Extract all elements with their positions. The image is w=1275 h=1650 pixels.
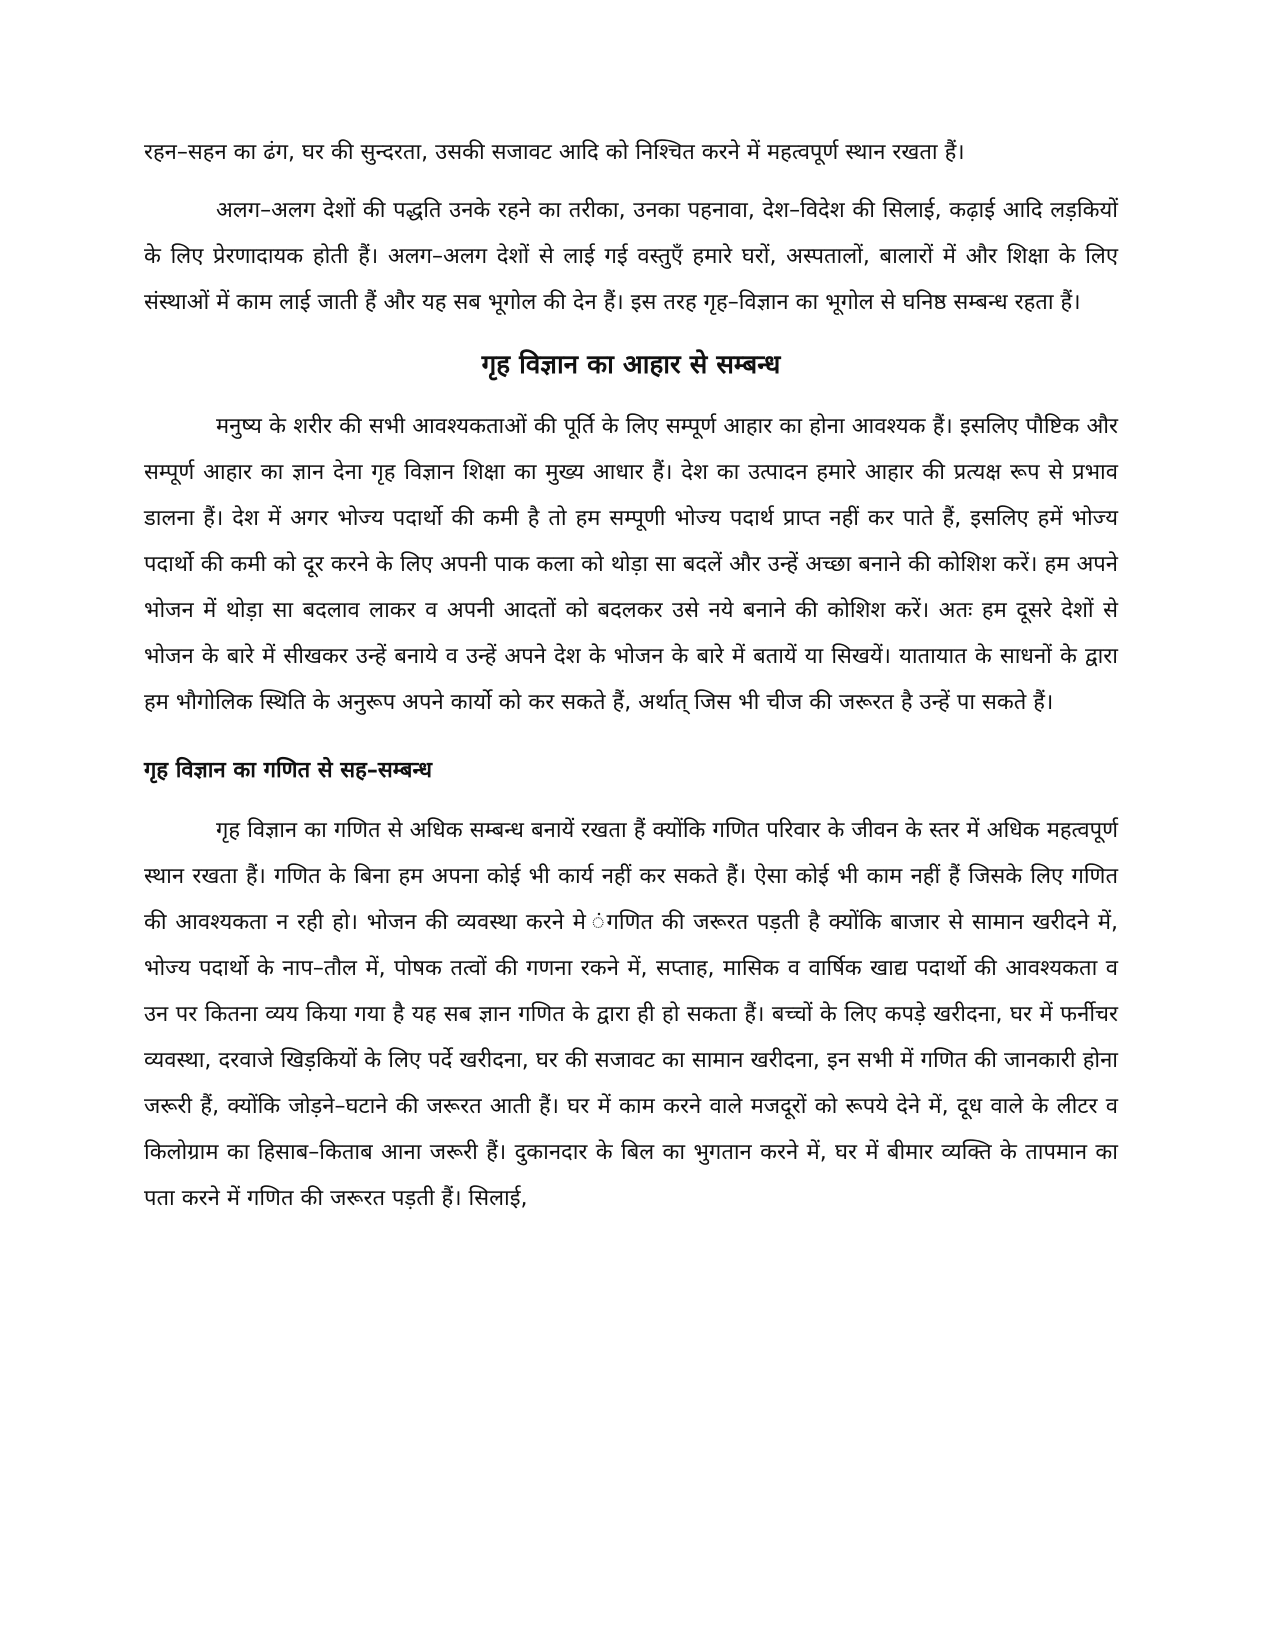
paragraph-diet: मनुष्य के शरीर की सभी आवश्यकताओं की पूर्ति के लिए सम्पूर्ण आहार का होना आवश्यक हैं। इसलिए पौष्टिक और सम्पूर्ण आहार का ज्ञान देना गृह विज्ञान शिक्षा का मुख्य आधार हैं। देश का उत्पादन हमारे आहार की प्रत्यक्ष रूप से प्रभाव डालना हैं। देश में अगर भोज्य पदार्थो की कमी है तो हम सम्पूणी भोज्य पदार्थ प्राप्त नहीं कर पाते हैं, इसलिए हमें भोज्य पदार्थो की कमी को दूर करने के लिए अपनी पाक कला को थोड़ा सा बदलें और उन्हें अच्छा बनाने की कोशिश करें। हम अपने भोजन में थोड़ा सा बदलाव लाकर व अपनी आदतों को बदलकर उसे नये बनाने की कोशिश करें। अतः हम दूसरे देशों से भोजन के बारे में सीखकर उन्हें बनाये व उन्हें अपने देश के भोजन के बारे में बतायें या सिखयें। यातायात के साधनों के द्वारा हम भौगोलिक स्थिति के अनुरूप अपने कार्यो को कर सकते हैं, अर्थात् जिस भी चीज की जरूरत है उन्हें पा सकते हैं। — [144, 414, 1118, 715]
spacer — [144, 796, 1118, 808]
spacer — [144, 392, 1118, 404]
heading-diet-relation: गृह विज्ञान का आहार से सम्बन्ध — [481, 350, 781, 380]
spacer — [144, 326, 1118, 338]
document-page — [144, 130, 1118, 1222]
spacer — [144, 176, 1118, 188]
paragraph-intro-end: रहन–सहन का ढंग, घर की सुन्दरता, उसकी सजावट आदि को निश्चित करने में महत्वपूर्ण स्थान रखता हैं। — [144, 140, 965, 165]
spacer — [144, 726, 1118, 746]
paragraph-geography: अलग–अलग देशों की पद्धति उनके रहने का तरीका, उनका पहनावा, देश–विदेश की सिलाई, कढ़ाई आदि लड़कियों के लिए प्रेरणादायक होती हैं। अलग–अलग देशों से लाई गई वस्तुएँ हमारे घरों, अस्पतालों, बालारों में और शिक्षा के लिए संस्थाओं में काम लाई जाती हैं और यह सब भूगोल की देन हैं। इस तरह गृह–विज्ञान का भूगोल से घनिष्ठ सम्बन्ध रहता हैं। — [144, 198, 1118, 315]
paragraph-math: गृह विज्ञान का गणित से अधिक सम्बन्ध बनायें रखता हैं क्योंकि गणित परिवार के जीवन के स्तर में अधिक महत्वपूर्ण स्थान रखता हैं। गणित के बिना हम अपना कोई भी कार्य नहीं कर सकते हैं। ऐसा कोई भी काम नहीं हैं जिसके लिए गणित की आवश्यकता न रही हो। भोजन की व्यवस्था करने मे ंगणित की जरूरत पड़ती है क्योंकि बाजार से सामान खरीदने में, भोज्य पदार्थो के नाप–तौल में, पोषक तत्वों की गणना रकने में, सप्ताह, मासिक व वार्षिक खाद्य पदार्थो की आवश्यकता व उन पर कितना व्यय किया गया है यह सब ज्ञान गणित के द्वारा ही हो सकता हैं। बच्चों के लिए कपड़े खरीदना, घर में फर्नीचर व्यवस्था, दरवाजे खिड़कियों के लिए पर्दे खरीदना, घर की सजावट का सामान खरीदना, इन सभी में गणित की जानकारी होना जरूरी हैं, क्योंकि जोड़ने–घटाने की जरूरत आती हैं। घर में काम करने वाले मजदूरों को रूपये देने में, दूध वाले के लीटर व किलोग्राम का हिसाब–किताब आना जरूरी हैं। दुकानदार के बिल का भुगतान करने में, घर में बीमार व्यक्ति के तापमान का पता करने में गणित की जरूरत पड़ती हैं। सिलाई, — [144, 818, 1118, 1211]
heading-math-relation: गृह विज्ञान का गणित से सह–सम्बन्ध — [144, 758, 433, 783]
